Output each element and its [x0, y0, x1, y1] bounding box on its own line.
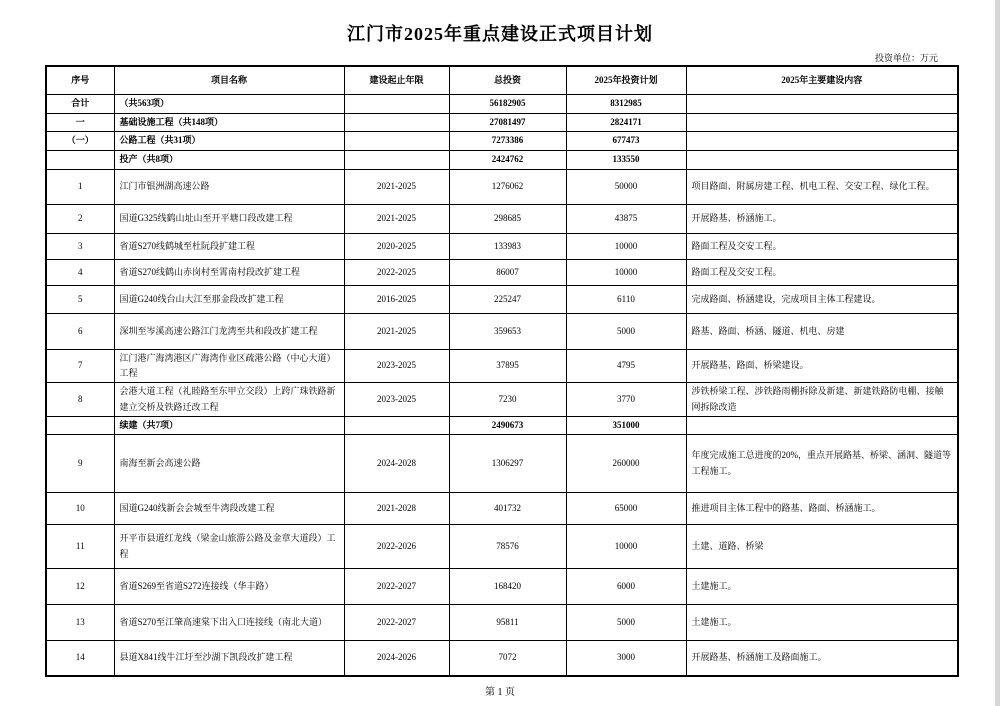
cell-total: 2424762 — [449, 150, 566, 169]
table-row — [46, 259, 958, 285]
cell-plan: 351000 — [566, 416, 686, 434]
cell-content: 涉铁桥梁工程、涉铁路雨棚拆除及新建、新建铁路防电棚、接触网拆除改造 — [686, 383, 958, 417]
cell-period: 2022-2025 — [344, 259, 449, 285]
cell-name: 省道S270至江肇高速棠下出入口连接线（南北大道） — [114, 605, 344, 641]
cell-period: 2022-2027 — [344, 605, 449, 641]
cell-content — [686, 113, 958, 131]
cell-plan: 3770 — [566, 383, 686, 417]
summary-row — [46, 131, 958, 150]
cell-period: 2021-2025 — [344, 204, 449, 233]
cell-plan: 6000 — [566, 569, 686, 605]
cell-plan: 5000 — [566, 313, 686, 349]
cell-period: 2020-2025 — [344, 233, 449, 259]
cell-no: 10 — [46, 493, 114, 525]
cell-no: 12 — [46, 569, 114, 605]
cell-no: 3 — [46, 233, 114, 259]
cell-content — [686, 94, 958, 113]
cell-total: 27081497 — [449, 113, 566, 131]
cell-period: 2024-2028 — [344, 435, 449, 493]
table-body — [46, 94, 958, 676]
cell-name: 基础设施工程（共148项） — [114, 113, 344, 131]
cell-total: 7273386 — [449, 131, 566, 150]
cell-period: 2022-2027 — [344, 569, 449, 605]
table-row — [46, 569, 958, 605]
cell-content: 路面工程及交安工程。 — [686, 259, 958, 285]
table-row — [46, 204, 958, 233]
summary-row — [46, 416, 958, 434]
cell-name: 会港大道工程（礼睦路至东甲立交段）上跨广珠铁路新建立交桥及铁路迁改工程 — [114, 383, 344, 417]
cell-content: 土建施工。 — [686, 605, 958, 641]
cell-content: 年度完成施工总进度的20%，重点开展路基、桥梁、涵洞、隧道等工程施工。 — [686, 435, 958, 493]
cell-no: 11 — [46, 525, 114, 569]
cell-content: 完成路面、桥涵建设，完成项目主体工程建设。 — [686, 285, 958, 313]
page-title: 江门市2025年重点建设正式项目计划 — [347, 24, 653, 44]
cell-period: 2021-2028 — [344, 493, 449, 525]
table-row — [46, 285, 958, 313]
cell-name: 国道G240线新会会城至牛湾段改建工程 — [114, 493, 344, 525]
cell-name: 国道G325线鹤山址山至开平塘口段改建工程 — [114, 204, 344, 233]
cell-no: 合计 — [46, 94, 114, 113]
cell-no: 7 — [46, 349, 114, 383]
cell-total: 1276062 — [449, 169, 566, 204]
cell-total: 133983 — [449, 233, 566, 259]
summary-row — [46, 113, 958, 131]
cell-plan: 8312985 — [566, 94, 686, 113]
cell-total: 95811 — [449, 605, 566, 641]
cell-plan: 5000 — [566, 605, 686, 641]
cell-plan: 2824171 — [566, 113, 686, 131]
cell-plan: 10000 — [566, 259, 686, 285]
cell-period: 2022-2026 — [344, 525, 449, 569]
cell-no: 2 — [46, 204, 114, 233]
cell-content: 推进项目主体工程中的路基、路面、桥涵施工。 — [686, 493, 958, 525]
cell-plan: 133550 — [566, 150, 686, 169]
cell-name: 公路工程（共31项） — [114, 131, 344, 150]
cell-no: 9 — [46, 435, 114, 493]
cell-plan: 43875 — [566, 204, 686, 233]
cell-content: 土建、道路、桥梁 — [686, 525, 958, 569]
table-row — [46, 493, 958, 525]
cell-plan: 10000 — [566, 233, 686, 259]
cell-content: 开展路基、桥涵施工及路面施工。 — [686, 641, 958, 676]
cell-no: 5 — [46, 285, 114, 313]
cell-period — [344, 416, 449, 434]
cell-plan: 6110 — [566, 285, 686, 313]
cell-no: 14 — [46, 641, 114, 676]
cell-content: 路面工程及交安工程。 — [686, 233, 958, 259]
scan-edge-artifact — [995, 0, 1000, 706]
cell-total: 7230 — [449, 383, 566, 417]
table-row — [46, 313, 958, 349]
cell-period — [344, 113, 449, 131]
column-header-3: 总投资 — [449, 66, 566, 94]
cell-total: 298685 — [449, 204, 566, 233]
cell-no: 1 — [46, 169, 114, 204]
cell-total: 37895 — [449, 349, 566, 383]
cell-total: 7072 — [449, 641, 566, 676]
cell-content — [686, 131, 958, 150]
cell-plan: 50000 — [566, 169, 686, 204]
cell-name: （共563项） — [114, 94, 344, 113]
cell-total: 168420 — [449, 569, 566, 605]
cell-no — [46, 416, 114, 434]
column-header-1: 项目名称 — [114, 66, 344, 94]
cell-total: 2490673 — [449, 416, 566, 434]
cell-no: 一 — [46, 113, 114, 131]
cell-plan: 10000 — [566, 525, 686, 569]
cell-total: 359653 — [449, 313, 566, 349]
cell-total: 86007 — [449, 259, 566, 285]
table-header-row — [46, 66, 958, 94]
summary-row — [46, 150, 958, 169]
table-row — [46, 641, 958, 676]
cell-content — [686, 416, 958, 434]
cell-total: 1306297 — [449, 435, 566, 493]
cell-name: 省道S270线鹤城至杜阮段扩建工程 — [114, 233, 344, 259]
projects-table — [45, 65, 959, 677]
column-header-2: 建设起止年限 — [344, 66, 449, 94]
cell-period — [344, 150, 449, 169]
cell-name: 南海至新会高速公路 — [114, 435, 344, 493]
cell-plan: 3000 — [566, 641, 686, 676]
cell-name: 县道X841线牛江圩至沙湖下凯段改扩建工程 — [114, 641, 344, 676]
cell-no: 13 — [46, 605, 114, 641]
cell-period — [344, 94, 449, 113]
cell-content: 开展路基、桥涵施工。 — [686, 204, 958, 233]
cell-name: 投产（共8项） — [114, 150, 344, 169]
cell-period: 2021-2025 — [344, 169, 449, 204]
cell-name: 续建（共7项） — [114, 416, 344, 434]
table-row — [46, 383, 958, 417]
cell-content: 项目路面、附属房建工程、机电工程、交安工程、绿化工程。 — [686, 169, 958, 204]
summary-row — [46, 94, 958, 113]
cell-name: 江门市银洲湖高速公路 — [114, 169, 344, 204]
column-header-0: 序号 — [46, 66, 114, 94]
cell-content — [686, 150, 958, 169]
cell-plan: 4795 — [566, 349, 686, 383]
investment-unit-note: 投资单位：万元 — [874, 53, 938, 63]
cell-total: 78576 — [449, 525, 566, 569]
cell-name: 开平市县道红龙线（梁金山旅游公路及金章大道段）工程 — [114, 525, 344, 569]
cell-period: 2024-2026 — [344, 641, 449, 676]
cell-period: 2021-2025 — [344, 313, 449, 349]
cell-plan: 677473 — [566, 131, 686, 150]
table-row — [46, 525, 958, 569]
column-header-4: 2025年投资计划 — [566, 66, 686, 94]
cell-total: 56182905 — [449, 94, 566, 113]
cell-no — [46, 150, 114, 169]
cell-no: 8 — [46, 383, 114, 417]
table-row — [46, 605, 958, 641]
cell-name: 国道G240线台山大江至那金段改扩建工程 — [114, 285, 344, 313]
table-row — [46, 169, 958, 204]
cell-no: 4 — [46, 259, 114, 285]
table-row — [46, 435, 958, 493]
cell-content: 土建施工。 — [686, 569, 958, 605]
cell-period — [344, 131, 449, 150]
table-row — [46, 349, 958, 383]
cell-name: 省道S270线鹤山赤岗村至霄南村段改扩建工程 — [114, 259, 344, 285]
page-number: 第 1 页 — [485, 687, 515, 698]
cell-total: 401732 — [449, 493, 566, 525]
cell-no: （一） — [46, 131, 114, 150]
cell-name: 江门港广海湾港区广海湾作业区疏港公路（中心大道）工程 — [114, 349, 344, 383]
cell-period: 2023-2025 — [344, 349, 449, 383]
cell-content: 路基、路面、桥涵、隧道、机电、房建 — [686, 313, 958, 349]
cell-plan: 65000 — [566, 493, 686, 525]
cell-total: 225247 — [449, 285, 566, 313]
cell-period: 2023-2025 — [344, 383, 449, 417]
cell-period: 2016-2025 — [344, 285, 449, 313]
cell-name: 省道S269至省道S272连接线（华丰路） — [114, 569, 344, 605]
column-header-5: 2025年主要建设内容 — [686, 66, 958, 94]
cell-plan: 260000 — [566, 435, 686, 493]
cell-no: 6 — [46, 313, 114, 349]
cell-name: 深圳至岑溪高速公路江门龙湾至共和段改扩建工程 — [114, 313, 344, 349]
table-row — [46, 233, 958, 259]
cell-content: 开展路基、路面、桥梁建设。 — [686, 349, 958, 383]
